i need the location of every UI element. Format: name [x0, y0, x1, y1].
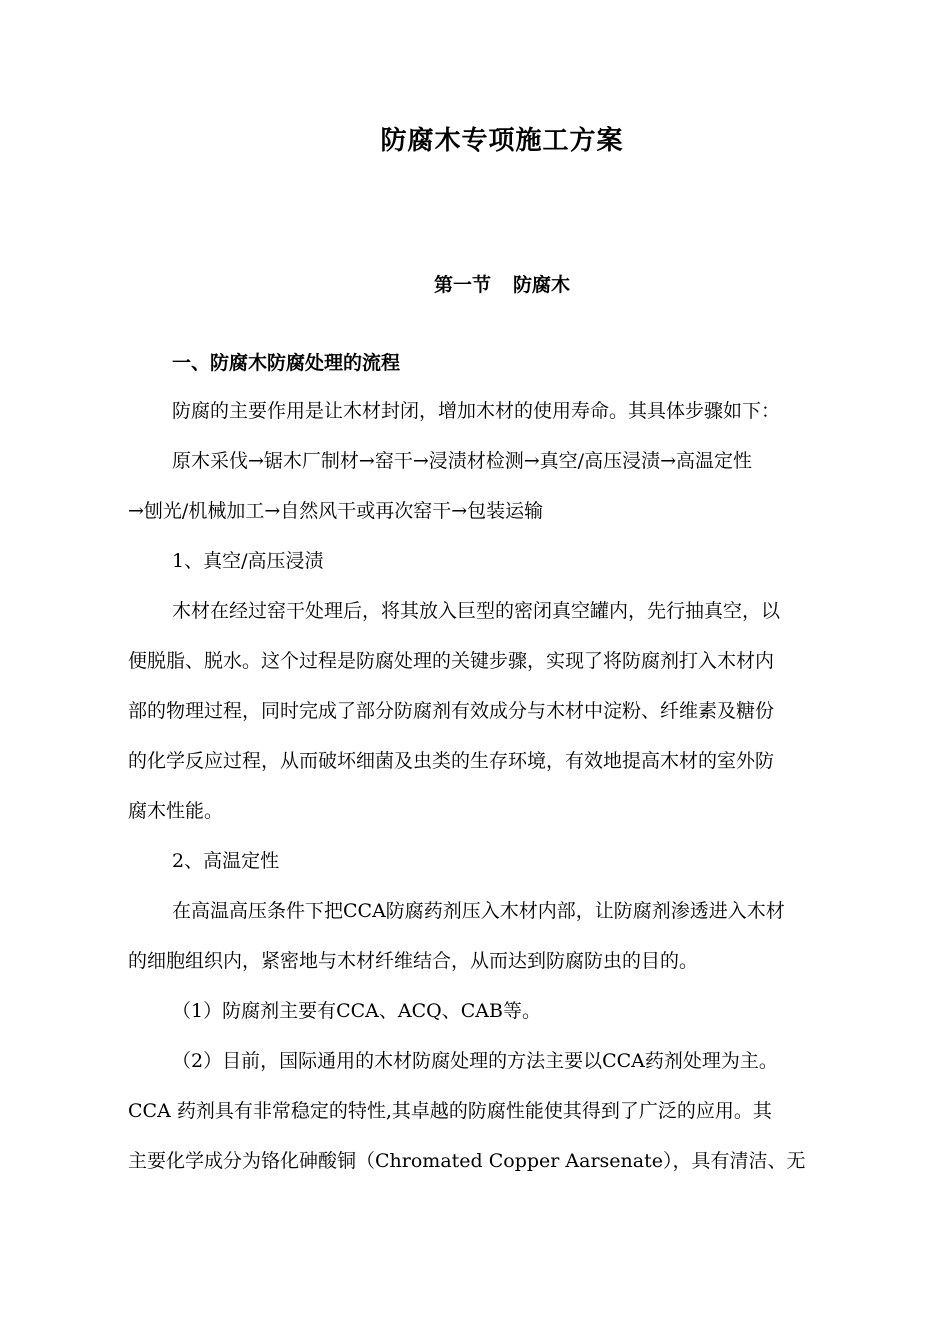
list-item-1: （1）防腐剂主要有CCA、ACQ、CAB等。 — [172, 1000, 541, 1022]
section-label: 第一节 — [433, 274, 491, 296]
list-item-2: （2）目前，国际通用的木材防腐处理的方法主要以CCA药剂处理为主。 — [172, 1050, 778, 1072]
paragraph-line: 防腐的主要作用是让木材封闭，增加木材的使用寿命。其具体步骤如下： — [172, 400, 781, 422]
subheading-process: 一、防腐木防腐处理的流程 — [172, 352, 401, 374]
paragraph-line: 的细胞组织内，紧密地与木材纤维结合，从而达到防腐防虫的目的。 — [128, 950, 699, 972]
paragraph-line: →刨光/机械加工→自然风干或再次窑干→包装运输 — [128, 500, 544, 522]
paragraph-line: CCA 药剂具有非常稳定的特性,其卓越的防腐性能使其得到了广泛的应用。其 — [128, 1100, 772, 1122]
paragraph-line: 主要化学成分为铬化砷酸铜（Chromated Copper Aarsenate），具有清洁、无 — [128, 1150, 806, 1172]
paragraph-line: 木材在经过窑干处理后，将其放入巨型的密闭真空罐内，先行抽真空，以 — [172, 600, 781, 622]
paragraph-line: 的化学反应过程，从而破坏细菌及虫类的生存环境，有效地提高木材的室外防 — [128, 750, 775, 772]
section-name: 防腐木 — [513, 274, 571, 296]
paragraph-line: 原木采伐→锯木厂制材→窑干→浸渍材检测→真空/高压浸渍→高温定性 — [172, 450, 753, 472]
paragraph-line: 部的物理过程，同时完成了部分防腐剂有效成分与木材中淀粉、纤维素及糖份 — [128, 700, 775, 722]
paragraph-line: 便脱脂、脱水。这个过程是防腐处理的关键步骤，实现了将防腐剂打入木材内 — [128, 650, 775, 672]
document-title: 防腐木专项施工方案 — [380, 126, 624, 156]
section-heading — [0, 270, 950, 297]
item-heading-heat: 2、高温定性 — [172, 850, 280, 872]
item-heading-vacuum: 1、真空/高压浸渍 — [172, 550, 324, 572]
paragraph-line: 腐木性能。 — [128, 800, 224, 822]
paragraph-line: 在高温高压条件下把CCA防腐药剂压入木材内部，让防腐剂渗透进入木材 — [172, 900, 785, 922]
